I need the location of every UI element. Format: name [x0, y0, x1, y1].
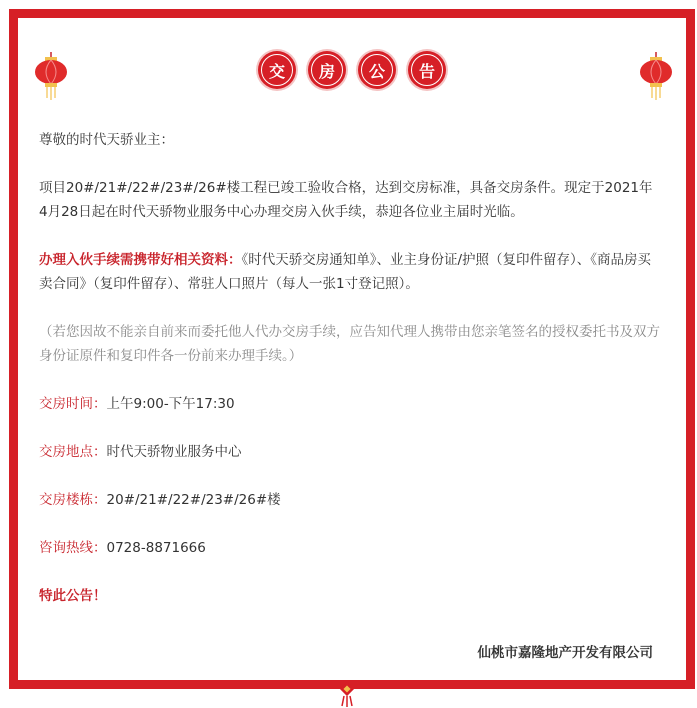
detail-location [39, 440, 661, 464]
title-char: 房 [311, 54, 343, 86]
title-char: 交 [261, 54, 293, 86]
title-seal [258, 51, 296, 89]
closing-line: 特此公告！ [39, 588, 107, 604]
detail-value: 上午9:00-下午17:30 [106, 396, 235, 412]
materials-paragraph [39, 248, 661, 296]
company-signature: 仙桃市嘉隆地产开发有限公司 [477, 645, 653, 661]
detail-time [39, 392, 661, 416]
intro-paragraph: 项目20#/21#/22#/23#/26#楼工程已竣工验收合格，达到交房标准，具备交房条件。现定于2021年4月28日起在时代天骄物业服务中心办理交房入伙手续，恭迎各位业主届时光临。 [39, 180, 653, 220]
detail-buildings [39, 488, 661, 512]
title-seal [408, 51, 446, 89]
title-char: 公 [361, 54, 393, 86]
title-char: 告 [411, 54, 443, 86]
notice-frame [9, 9, 695, 689]
title-seal [308, 51, 346, 89]
detail-value: 0728-8871666 [106, 540, 206, 556]
notice-title [18, 51, 686, 89]
materials-label: 办理入伙手续需携带好相关资料： [39, 252, 242, 268]
title-seal [358, 51, 396, 89]
detail-label: 交房时间： [39, 396, 107, 412]
greeting: 尊敬的时代天骄业主： [39, 132, 174, 148]
proxy-note: （若您因故不能亲自前来而委托他人代办交房手续，应告知代理人携带由您亲笔签名的授权委托书及双方身份证原件和复印件各一份前来办理手续。） [39, 324, 660, 364]
detail-hotline [39, 536, 661, 560]
detail-value: 20#/21#/22#/23#/26#楼 [106, 492, 281, 508]
detail-label: 交房地点： [39, 444, 107, 460]
detail-label: 交房楼栋： [39, 492, 107, 508]
materials-text: 《时代天骄交房通知单》、业主身份证/护照（复印件留存）、《商品房买卖合同》（复印件留存）、常驻人口照片（每人一张1寸登记照）。 [39, 252, 652, 292]
detail-label: 咨询热线： [39, 540, 107, 556]
chinese-knot-icon [337, 681, 357, 707]
notice-body [39, 128, 661, 608]
detail-value: 时代天骄物业服务中心 [106, 444, 242, 460]
